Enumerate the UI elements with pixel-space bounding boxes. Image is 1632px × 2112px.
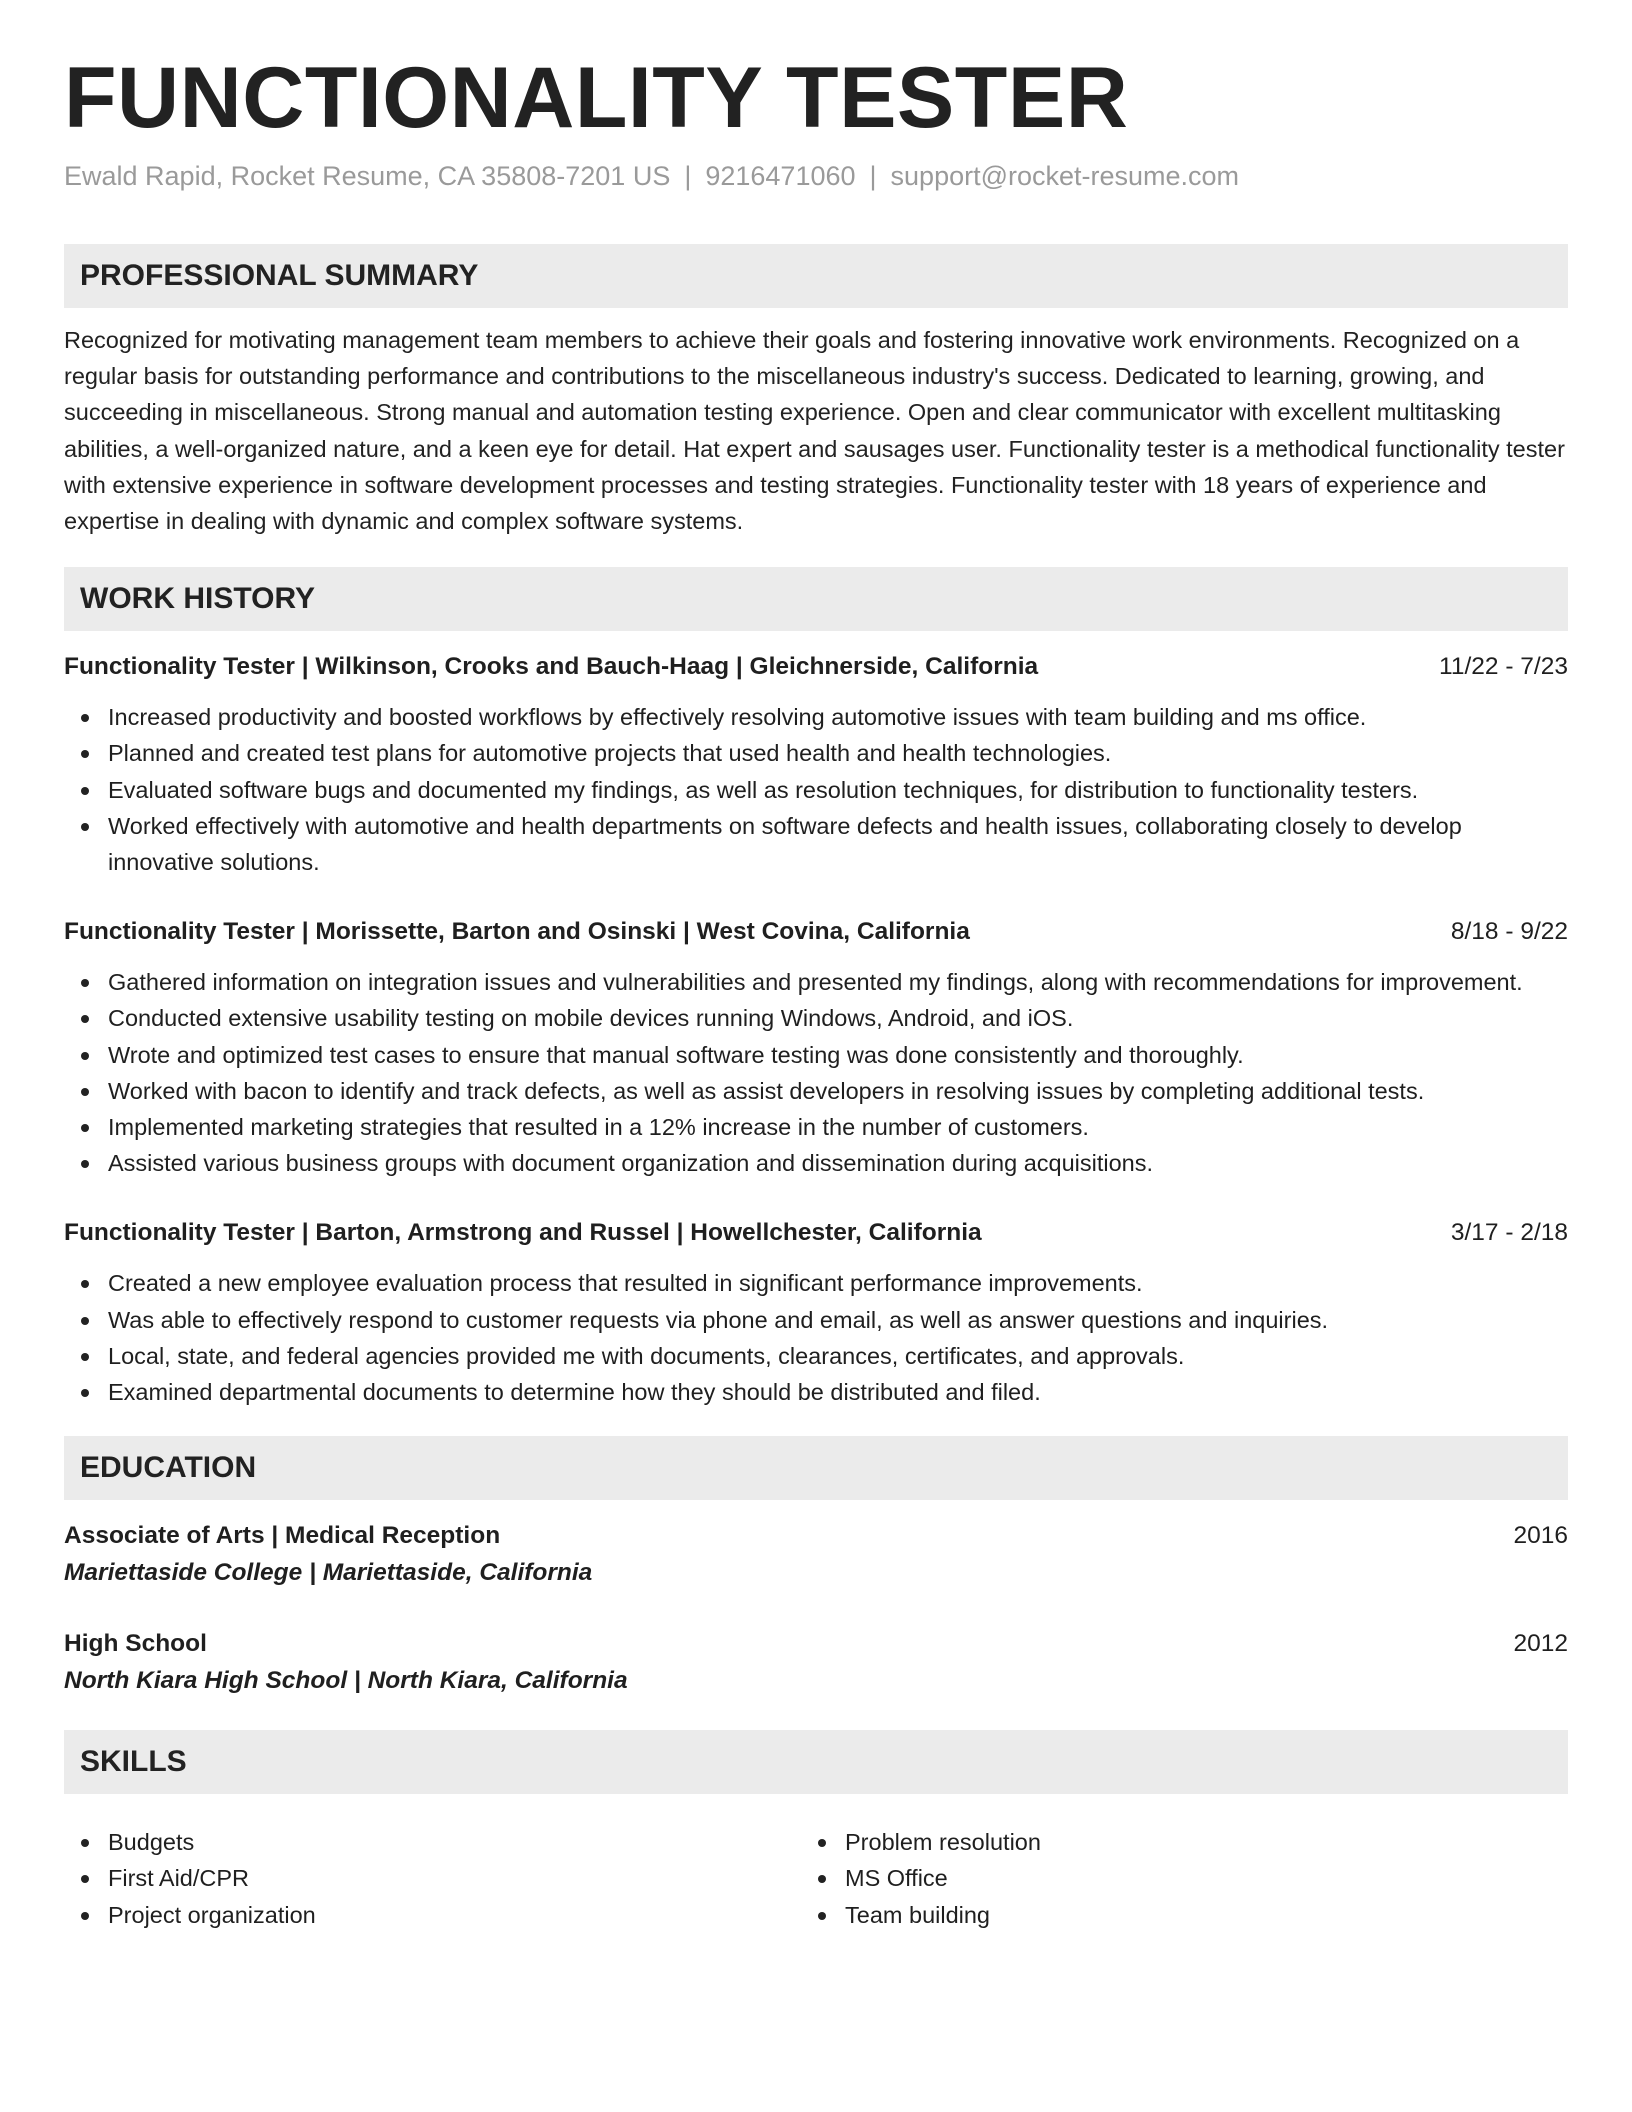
job-bullet: Planned and created test plans for automotive projects that used health and health technologies. <box>64 735 1568 771</box>
job-dates: 8/18 - 9/22 <box>1450 918 1568 946</box>
education-header <box>64 1518 1568 1554</box>
job-bullet: Evaluated software bugs and documented my findings, as well as resolution techniques, for distribution to functionality testers. <box>64 772 1568 808</box>
skills-column-left <box>64 1824 801 1933</box>
education-school: Mariettaside College | Mariettaside, California <box>64 1559 593 1587</box>
job-bullet: Was able to effectively respond to customer requests via phone and email, as well as answer questions and inquiries. <box>64 1302 1568 1338</box>
job-header <box>64 649 1568 685</box>
job-header <box>64 914 1568 950</box>
education-degree: High School <box>64 1630 207 1658</box>
job-entry <box>64 914 1568 1181</box>
contact-separator: | <box>684 160 692 191</box>
job-bullet: Worked with bacon to identify and track defects, as well as assist developers in resolving issues by completing additional tests. <box>64 1073 1568 1109</box>
education-header <box>64 1626 1568 1662</box>
skill-item: Project organization <box>64 1897 801 1933</box>
job-bullet: Assisted various business groups with document organization and dissemination during acquisitions. <box>64 1145 1568 1181</box>
contact-address: Ewald Rapid, Rocket Resume, CA 35808-7201 US <box>64 160 671 191</box>
job-header <box>64 1215 1568 1251</box>
resume-title: FUNCTIONALITY TESTER <box>64 50 1129 146</box>
job-entry <box>64 1215 1568 1410</box>
section-heading-skills: SKILLS <box>64 1730 1568 1794</box>
job-bullet: Gathered information on integration issues and vulnerabilities and presented my findings, along with recommendations for improvement. <box>64 964 1568 1000</box>
education-entry <box>64 1518 1568 1592</box>
contact-line <box>64 159 1568 194</box>
contact-phone: 9216471060 <box>705 160 856 191</box>
education-school: North Kiara High School | North Kiara, California <box>64 1667 628 1695</box>
skill-item: Problem resolution <box>801 1824 1553 1860</box>
skills-column-right <box>801 1824 1553 1933</box>
job-bullet: Local, state, and federal agencies provided me with documents, clearances, certificates, and approvals. <box>64 1338 1568 1374</box>
job-title: Functionality Tester | Wilkinson, Crooks and Bauch-Haag | Gleichnerside, California <box>64 653 1039 681</box>
job-title: Functionality Tester | Barton, Armstrong and Russel | Howellchester, California <box>64 1219 982 1247</box>
summary-text: Recognized for motivating management team members to achieve their goals and fostering innovative work environments. Recognized on a regular basis for outstanding performance and contributions to the miscellaneous industry's success. Dedicated to learning, growing, and succeeding in miscellaneous. Strong manual and automation testing experience. Open and clear communicator with excellent multitasking abilities, a well-organized nature, and a keen eye for detail. Hat expert and sausages user. Functionality tester is a methodical functionality tester with extensive experience in software development processes and testing strategies. Functionality tester with 18 years of experience and expertise in dealing with dynamic and complex software systems. <box>64 326 1565 534</box>
education-year: 2016 <box>1513 1522 1568 1550</box>
education-year: 2012 <box>1513 1630 1568 1658</box>
section-heading-summary: PROFESSIONAL SUMMARY <box>64 244 1568 308</box>
job-bullet: Wrote and optimized test cases to ensure that manual software testing was done consistently and thoroughly. <box>64 1037 1568 1073</box>
job-entry <box>64 649 1568 880</box>
job-title: Functionality Tester | Morissette, Barton and Osinski | West Covina, California <box>64 918 970 946</box>
job-bullet: Examined departmental documents to determine how they should be distributed and filed. <box>64 1374 1568 1410</box>
job-bullet: Created a new employee evaluation process that resulted in significant performance improvements. <box>64 1265 1568 1301</box>
job-bullets <box>64 699 1568 880</box>
job-bullet: Increased productivity and boosted workflows by effectively resolving automotive issues with team building and ms office. <box>64 699 1568 735</box>
skill-item: First Aid/CPR <box>64 1860 801 1896</box>
education-entry <box>64 1626 1568 1700</box>
skill-item: Budgets <box>64 1824 801 1860</box>
job-dates: 3/17 - 2/18 <box>1450 1219 1568 1247</box>
skill-item: Team building <box>801 1897 1553 1933</box>
job-bullets <box>64 964 1568 1181</box>
education-degree: Associate of Arts | Medical Reception <box>64 1522 501 1550</box>
contact-email: support@rocket-resume.com <box>890 160 1240 191</box>
skill-item: MS Office <box>801 1860 1553 1896</box>
section-heading-education: EDUCATION <box>64 1436 1568 1500</box>
job-bullet: Implemented marketing strategies that resulted in a 12% increase in the number of customers. <box>64 1109 1568 1145</box>
job-bullets <box>64 1265 1568 1410</box>
job-bullet: Conducted extensive usability testing on mobile devices running Windows, Android, and iOS. <box>64 1000 1568 1036</box>
section-heading-work-history: WORK HISTORY <box>64 567 1568 631</box>
job-bullet: Worked effectively with automotive and health departments on software defects and health issues, collaborating closely to develop innovative solutions. <box>64 808 1568 880</box>
skills-list <box>64 1810 1568 1933</box>
job-dates: 11/22 - 7/23 <box>1439 653 1568 681</box>
contact-separator: | <box>869 160 877 191</box>
